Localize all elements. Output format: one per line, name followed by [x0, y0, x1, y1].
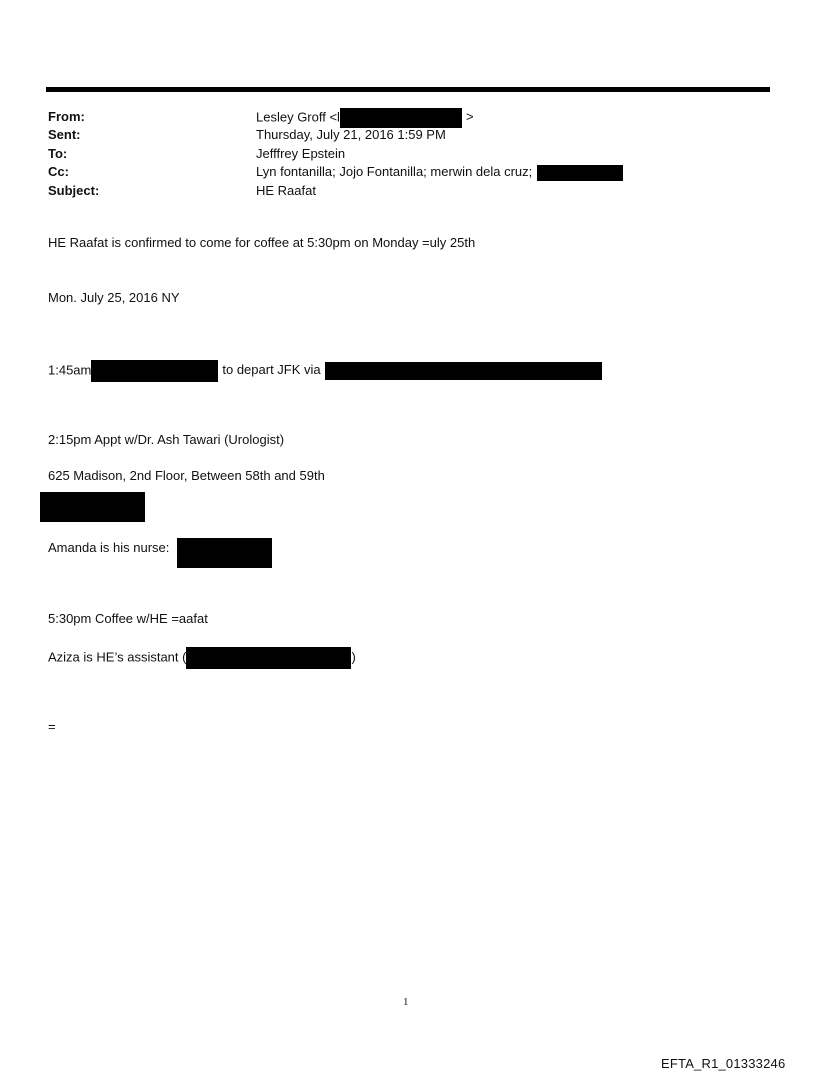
cc-value [256, 163, 623, 181]
body-line-date: Mon. July 25, 2016 NY [48, 290, 180, 305]
body-line-address: 625 Madison, 2nd Floor, Between 58th and 59th [48, 468, 325, 483]
body-line-departure [48, 360, 602, 382]
bates-number: EFTA_R1_01333246 [661, 1056, 786, 1071]
body-line-assistant [48, 647, 356, 669]
redaction-box [186, 647, 351, 669]
subject-value: HE Raafat [256, 183, 316, 198]
cc-text: Lyn fontanilla; Jojo Fontanilla; merwin dela cruz; [256, 164, 533, 179]
redaction-box [537, 165, 623, 181]
body-line-nurse: Amanda is his nurse: [48, 540, 170, 555]
redaction-box [91, 360, 218, 382]
to-value: Jefffrey Epstein [256, 146, 346, 161]
redaction-box [325, 362, 602, 380]
redaction-box [177, 538, 272, 568]
from-close: > [465, 109, 474, 125]
to-label: To: [48, 146, 68, 161]
redaction-box [40, 492, 145, 522]
from-name: Lesley Groff <l [256, 109, 340, 125]
from-value [256, 108, 474, 128]
body-line-trailing: = [48, 719, 56, 734]
assistant-close: ) [351, 649, 356, 665]
header-rule [46, 87, 770, 92]
departure-text: to depart JFK via [222, 362, 321, 378]
subject-label: Subject: [48, 183, 100, 198]
page-number: 1 [403, 996, 409, 1008]
cc-label: Cc: [48, 164, 69, 179]
assistant-text: Aziza is HE’s assistant ( [48, 649, 187, 665]
from-label: From: [48, 109, 85, 124]
body-line-coffee: 5:30pm Coffee w/HE =aafat [48, 611, 208, 626]
body-line-confirmation: HE Raafat is confirmed to come for coffee at 5:30pm on Monday =uly 25th [48, 235, 476, 250]
departure-time: 1:45am [48, 362, 92, 378]
sent-value: Thursday, July 21, 2016 1:59 PM [256, 127, 446, 142]
sent-label: Sent: [48, 127, 81, 142]
body-line-appointment: 2:15pm Appt w/Dr. Ash Tawari (Urologist) [48, 432, 285, 447]
redaction-box [340, 108, 462, 128]
